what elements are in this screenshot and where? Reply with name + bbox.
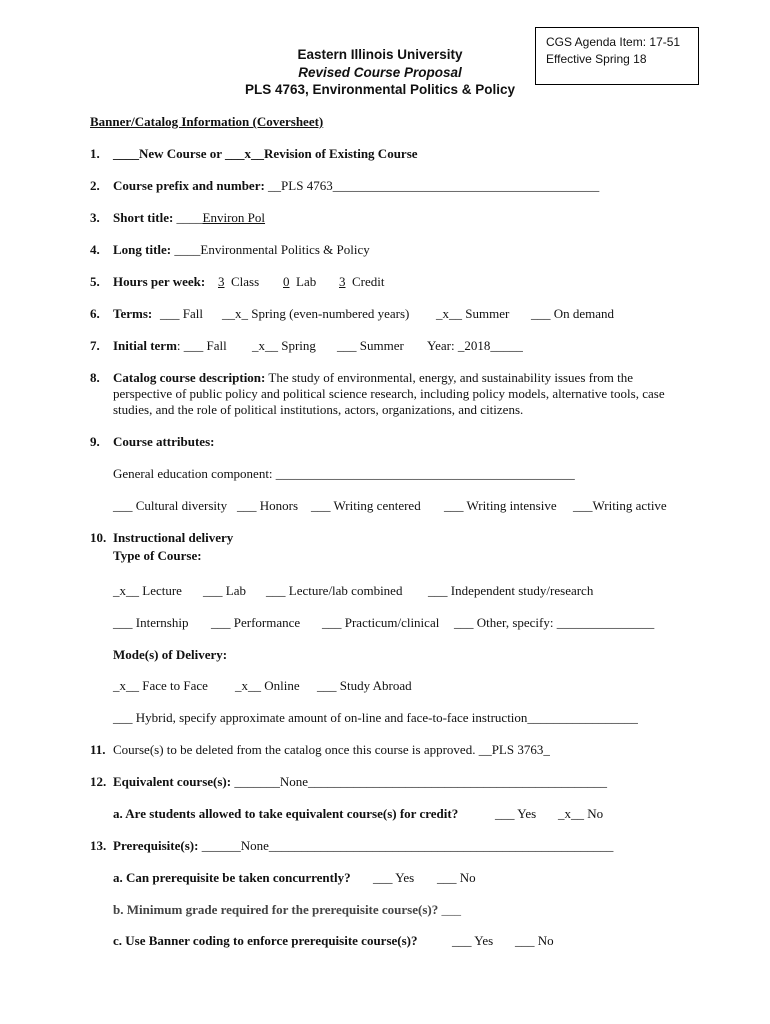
course-heading: PLS 4763, Environmental Politics & Policy bbox=[244, 82, 516, 97]
item-13a-concurrent: a. Can prerequisite be taken concurrently? ___ Yes ___ No bbox=[113, 870, 476, 885]
mode-of-delivery-label: Mode(s) of Delivery: bbox=[113, 647, 228, 662]
gen-ed-component: General education component: ______________________________________________ bbox=[113, 466, 575, 481]
proposal-type: Revised Course Proposal bbox=[298, 65, 462, 80]
hybrid-option: ___ Hybrid, specify approximate amount of on-line and face-to-face instruction_________________ bbox=[113, 710, 638, 725]
effective-term-line: Effective Spring 18 bbox=[546, 52, 647, 66]
university-name: Eastern Illinois University bbox=[297, 47, 463, 62]
agenda-item-line: CGS Agenda Item: 17-51 bbox=[546, 35, 681, 49]
item-12a-equivalent-credit: a. Are students allowed to take equivalent course(s) for credit? ___ Yes _x__ No bbox=[113, 806, 604, 821]
item-13c-banner-coding: c. Use Banner coding to enforce prerequisite course(s)? ___ Yes ___ No bbox=[113, 933, 554, 948]
item-8-catalog-description: Catalog course description: The study of environmental, energy, and sustainability issues from the perspective of public policy and political science research, including policy models, alternative tools, case studies, and the role of political institutions, actors, organizations, and citizens. bbox=[113, 370, 665, 417]
section-title: Banner/Catalog Information (Coversheet) bbox=[90, 114, 324, 129]
item-13b-minimum-grade: b. Minimum grade required for the prerequisite course(s)? ___ bbox=[113, 902, 461, 917]
type-of-course-label: Type of Course: bbox=[113, 548, 202, 563]
